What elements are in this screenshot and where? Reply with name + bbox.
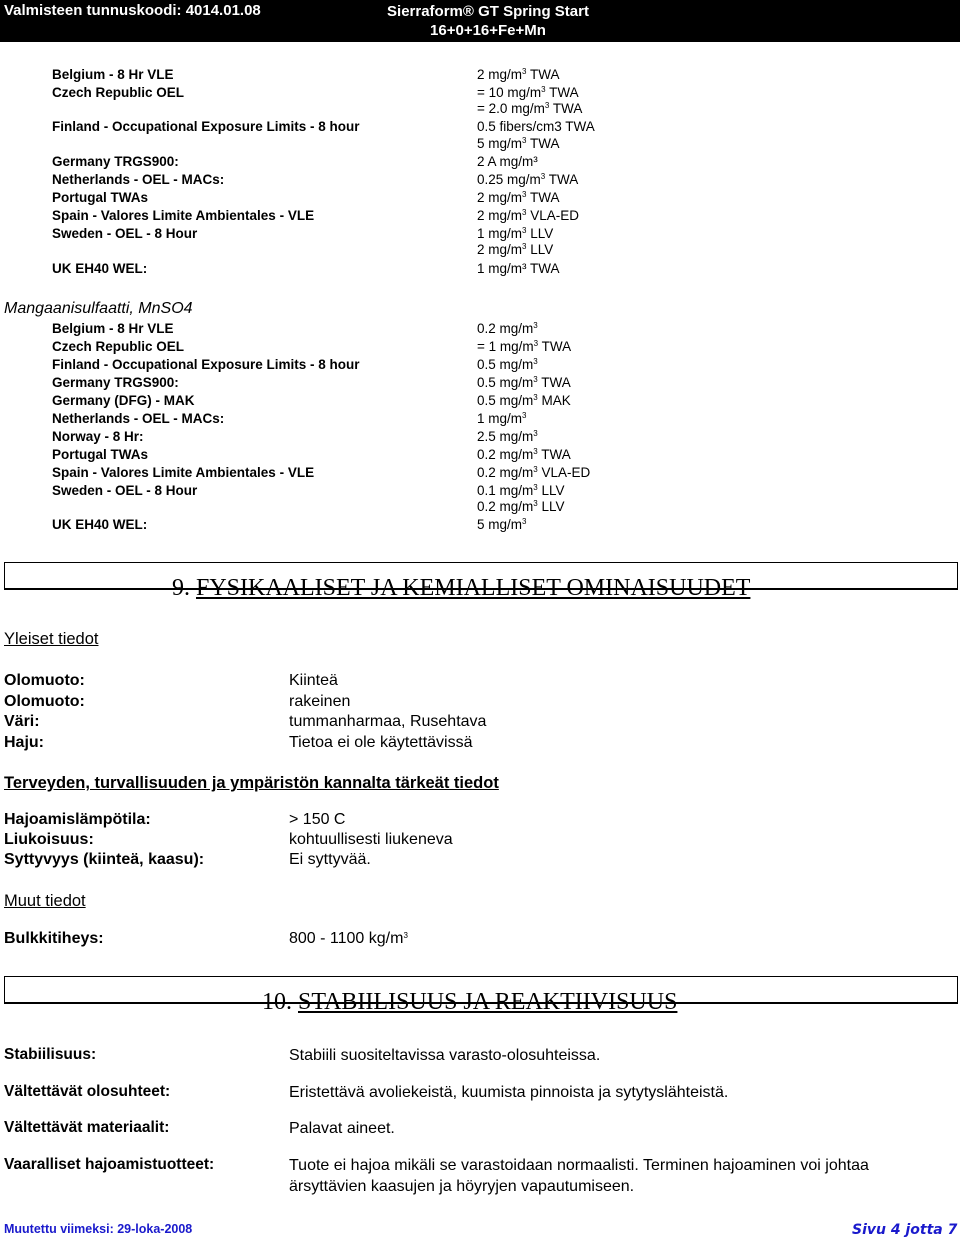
exposure-value: = 10 $mg/m^3$ TWA <box>477 85 579 100</box>
registered-mark: ® <box>462 3 474 20</box>
bulk-density-label: Bulkkitiheys: <box>4 930 104 947</box>
exposure-value: 5 $mg/m^3$ <box>477 517 527 532</box>
section-10-title: 10. STABIILISUUS JA REAKTIIVISUUS <box>262 989 678 1015</box>
document-header <box>0 0 960 42</box>
other-info-heading: Muut tiedot <box>4 892 86 910</box>
exposure-value: 2.5 $mg/m^3$ <box>477 429 538 444</box>
general-property-value: Tietoa ei ole käytettävissä <box>289 733 473 751</box>
exposure-value: 2 $mg/m^3$ TWA <box>477 190 560 205</box>
exposure-label: Germany TRGS900: <box>52 154 179 169</box>
stability-value: Tuote ei hajoa mikäli se varastoidaan normaalisti. Terminen hajoaminen voi johtaa ärsyttävien kaasujen ja höyryjen vapautumiseen. <box>289 1157 869 1195</box>
exposure-value: 1 $mg/m^3$ <box>477 411 527 426</box>
exposure-value: 0.5 $mg/m^3$ MAK <box>477 393 571 408</box>
exposure-value: = 1 $mg/m^3$ TWA <box>477 339 572 354</box>
exposure-label: Germany TRGS900: <box>52 375 179 390</box>
exposure-value: 2 $mg/m^3$ VLA-ED <box>477 208 579 223</box>
exposure-value: 0.5 $mg/m^3$ TWA <box>477 375 571 390</box>
stability-value: Eristettävä avoliekeistä, kuumista pinnoista ja sytytyslähteistä. <box>289 1084 729 1101</box>
stability-value: Palavat aineet. <box>289 1120 395 1137</box>
safety-property-label: Hajoamislämpötila: <box>4 811 151 828</box>
exposure-value: 0.5 $mg/m^3$ <box>477 357 538 372</box>
section-9-title: 9. FYSIKAALISET JA KEMIALLISET OMINAISUUDET <box>172 575 751 601</box>
exposure-label: Sweden - OEL - 8 Hour <box>52 483 198 498</box>
exposure-label: Spain - Valores Limite Ambientales - VLE <box>52 465 315 480</box>
exposure-value: 0.1 $mg/m^3$ LLV <box>477 483 565 498</box>
exposure-label: Czech Republic OEL <box>52 339 185 354</box>
exposure-label: Germany (DFG) - MAK <box>52 393 195 408</box>
general-property-label: Väri: <box>4 713 40 730</box>
exposure-label: Portugal TWAs <box>52 190 149 205</box>
exposure-label: Portugal TWAs <box>52 447 149 462</box>
exposure-value: 5 $mg/m^3$ TWA <box>477 136 560 151</box>
exposure-label: Sweden - OEL - 8 Hour <box>52 226 198 241</box>
exposure-label: Netherlands - OEL - MACs: <box>52 411 225 426</box>
exposure-value: 0.5 fibers/cm3 TWA <box>477 119 595 134</box>
exposure-label: Spain - Valores Limite Ambientales - VLE <box>52 208 315 223</box>
general-info-heading: Yleiset tiedot <box>4 630 99 648</box>
exposure-label: Finland - Occupational Exposure Limits - 8 hour <box>52 357 360 372</box>
safety-property-label: Syttyvyys (kiinteä, kaasu): <box>4 851 205 868</box>
product-code: Valmisteen tunnuskoodi: 4014.01.08 <box>4 2 261 19</box>
general-property-label: Haju: <box>4 733 44 751</box>
safety-property-value: Ei syttyvää. <box>289 851 371 868</box>
general-property-value: rakeinen <box>289 692 351 710</box>
general-property-value: Kiinteä <box>289 672 338 689</box>
safety-info-heading: Terveyden, turvallisuuden ja ympäristön kannalta tärkeät tiedot <box>4 774 499 792</box>
exposure-label: UK EH40 WEL: <box>52 517 148 532</box>
stability-label: Vältettävät materiaalit: <box>4 1119 170 1136</box>
general-property-value: tummanharmaa, Rusehtava <box>289 713 487 730</box>
exposure-value: 2 A mg/m³ <box>477 154 538 169</box>
exposure-label: UK EH40 WEL: <box>52 261 148 276</box>
exposure-value: 1 mg/m³ TWA <box>477 261 560 276</box>
exposure-value: 2 $mg/m^3$ TWA <box>477 67 560 82</box>
exposure-value: = 2.0 $mg/m^3$ TWA <box>477 101 583 116</box>
stability-label: Vältettävät olosuhteet: <box>4 1083 171 1100</box>
exposure-label: Netherlands - OEL - MACs: <box>52 172 225 187</box>
exposure-label: Belgium - 8 Hr VLE <box>52 67 174 82</box>
exposure-value: 0.25 $mg/m^3$ TWA <box>477 172 579 187</box>
exposure-label: Finland - Occupational Exposure Limits - 8 hour <box>52 119 360 134</box>
exposure-value: 1 $mg/m^3$ LLV <box>477 226 554 241</box>
stability-value: Stabiili suositeltavissa varasto-olosuhteissa. <box>289 1047 601 1064</box>
safety-property-label: Liukoisuus: <box>4 831 94 848</box>
bulk-density-value: 800 - 1100 $kg/m^3$ <box>289 930 408 947</box>
exposure-value: 0.2 $mg/m^3$ VLA-ED <box>477 465 591 480</box>
safety-property-value: > 150 C <box>289 811 346 828</box>
general-property-label: Olomuoto: <box>4 672 85 689</box>
exposure-label: Czech Republic OEL <box>52 85 185 100</box>
exposure-value: 2 $mg/m^3$ LLV <box>477 242 554 257</box>
stability-label: Stabiilisuus: <box>4 1046 97 1063</box>
exposure-label: Norway - 8 Hr: <box>52 429 144 444</box>
page-number: Sivu 4 jotta 7 <box>852 1222 958 1238</box>
exposure-label: Belgium - 8 Hr VLE <box>52 321 174 336</box>
substance-title: Mangaanisulfaatti, MnSO4 <box>4 300 193 317</box>
exposure-value: 0.2 $mg/m^3$ <box>477 321 538 336</box>
exposure-value: 0.2 $mg/m^3$ LLV <box>477 499 565 514</box>
general-property-label: Olomuoto: <box>4 692 85 710</box>
revision-date: Muutettu viimeksi: 29-loka-2008 <box>4 1222 193 1236</box>
exposure-value: 0.2 $mg/m^3$ TWA <box>477 447 571 462</box>
stability-label: Vaaralliset hajoamistuotteet: <box>4 1156 215 1173</box>
product-name: Sierraform® GT Spring Start 16+0+16+Fe+Mn <box>387 3 589 39</box>
safety-property-value: kohtuullisesti liukeneva <box>289 831 453 848</box>
